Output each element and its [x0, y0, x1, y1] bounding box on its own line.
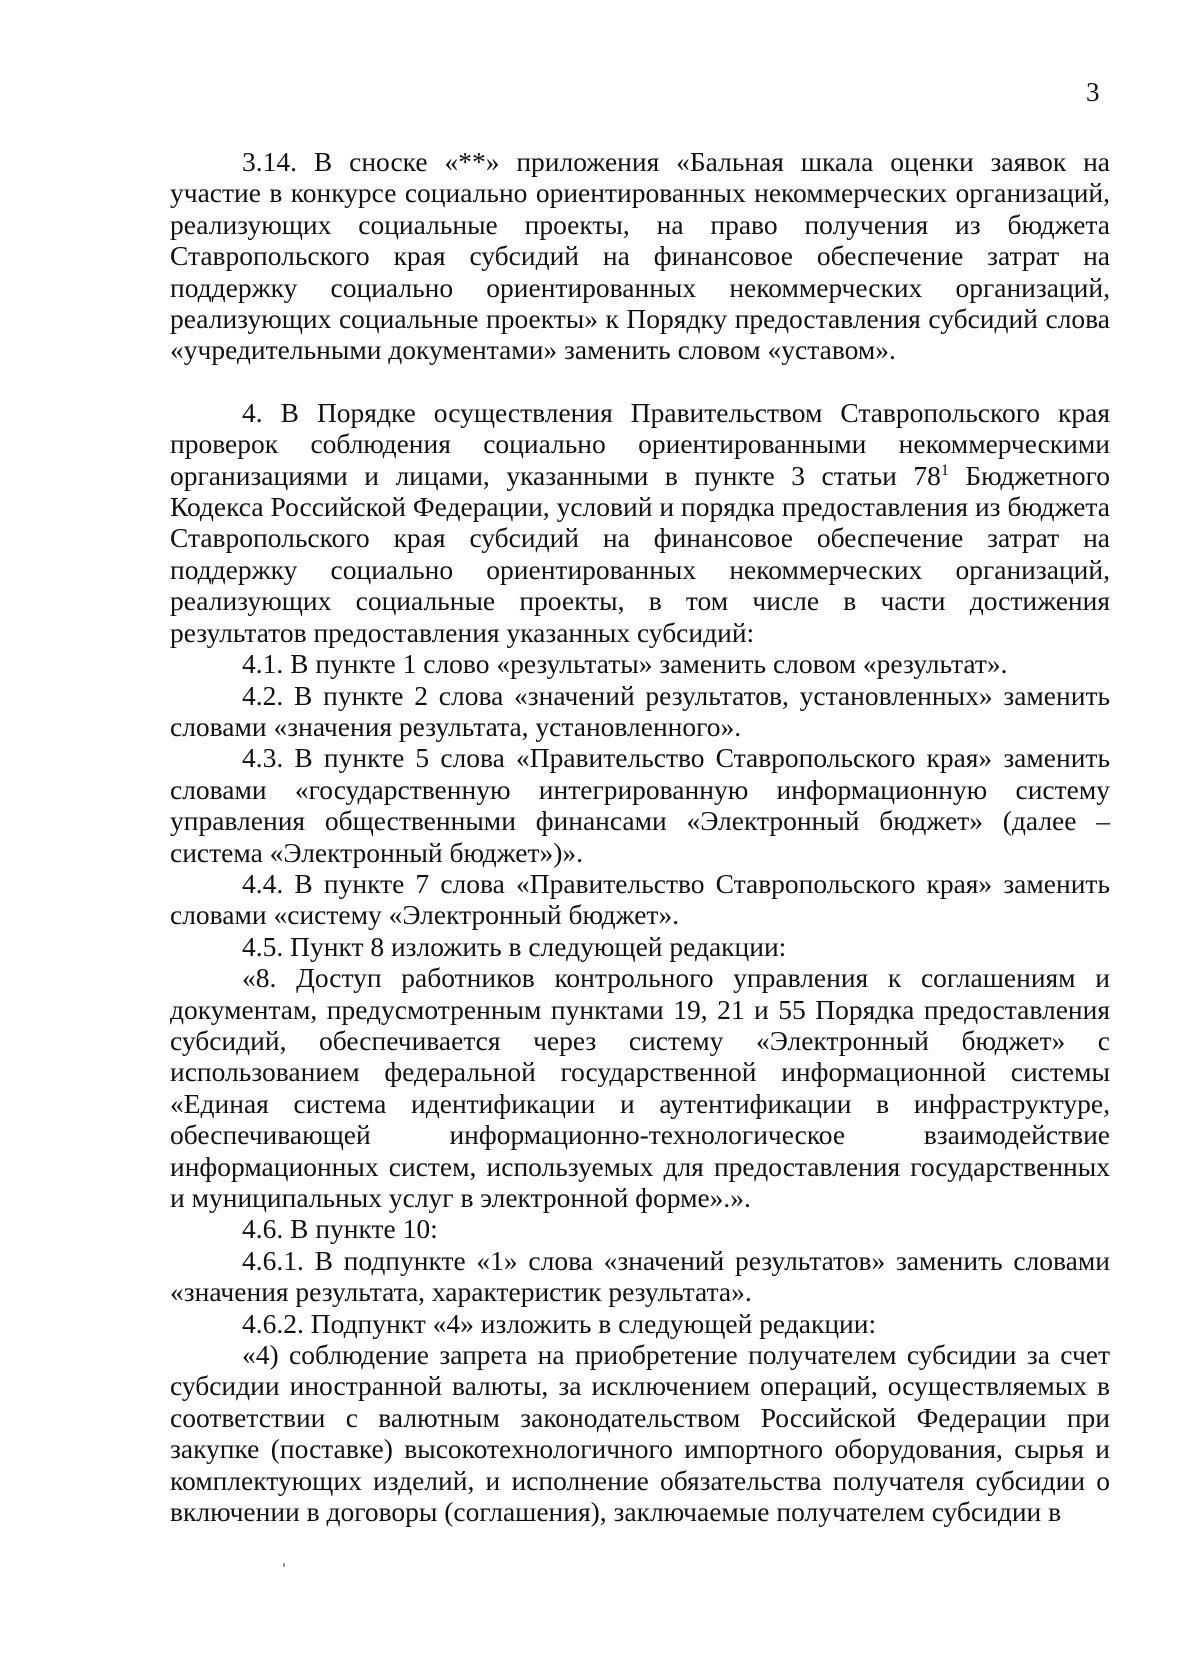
- paragraph-4-1: 4.1. В пункте 1 слово «результаты» заменить словом «результат».: [242, 648, 1008, 680]
- page-number: 3: [1086, 77, 1100, 107]
- paragraph-8-quote: «8. Доступ работников контрольного управления к соглашениям и документам, предусмотренным пунктами 19, 21 и 55 Порядка предоставления субсидий, обеспечивается через систему «Электронный бюджет» с использованием федеральной государственной информационной системы «Единая система идентификации и аутентификации в инфраструктуре, обеспечивающей информационно-технологическое взаимодействие информационных систем, используемых для предоставления государственных и муниципальных услуг в электронной форме».».: [170, 962, 1110, 1213]
- paragraph-3-14: 3.14. В сноске «**» приложения «Бальная шкала оценки заявок на участие в конкурсе социально ориентированных некоммерческих организаций, реализующих социальные проекты, на право получения из бюджета Ставропольского края субсидий на финансовое обеспечение затрат на поддержку социально ориентированных некоммерческих организаций, реализующих социальные проекты» к Порядку предоставления субсидий слова «учредительными документами» заменить словом «уставом».: [170, 146, 1110, 366]
- scan-speck: [283, 1563, 285, 1567]
- paragraph-4-4: 4.4. В пункте 7 слова «Правительство Ставропольского края» заменить словами «систему «Электронный бюджет».: [170, 867, 1110, 931]
- paragraph-4-part-1: 4. В Порядке осуществления Правительством Ставропольского края проверок соблюдения социально ориентированными некоммерческими организациями и лицами, указанными в пункте 3 статьи 78: [170, 396, 1110, 491]
- paragraph-4: [170, 397, 1110, 648]
- paragraph-4-5: 4.5. Пункт 8 изложить в следующей редакции:: [242, 930, 787, 962]
- paragraph-4-6: 4.6. В пункте 10:: [242, 1213, 438, 1245]
- document-body: [170, 146, 1110, 1527]
- paragraph-4-6-1: 4.6.1. В подпункте «1» слова «значений результатов» заменить словами «значения результата, характеристик результата».: [170, 1244, 1110, 1308]
- article-superscript: 1: [940, 461, 949, 479]
- paragraph-4-part-2: Бюджетного Кодекса Российской Федерации, условий и порядка предоставления из бюджета Ставропольского края субсидий на финансовое обеспечение затрат на поддержку социально ориентированных некоммерческих организаций, реализующих социальные проекты, в том числе в части достижения результатов предоставления указанных субсидий:: [170, 459, 1110, 648]
- paragraph-4-6-2: 4.6.2. Подпункт «4» изложить в следующей редакции:: [242, 1307, 877, 1339]
- paragraph-4-3: 4.3. В пункте 5 слова «Правительство Ставропольского края» заменить словами «государственную интегрированную информационную систему управления общественными финансами «Электронный бюджет» (далее – система «Электронный бюджет»)».: [170, 742, 1110, 868]
- paragraph-4-2: 4.2. В пункте 2 слова «значений результатов, установленных» заменить словами «значения результата, установленного».: [170, 679, 1110, 742]
- paragraph-4-quote: «4) соблюдение запрета на приобретение получателем субсидии за счет субсидии иностранной валюты, за исключением операций, осуществляемых в соответствии с валютным законодательством Российской Федерации при закупке (поставке) высокотехнологичного импортного оборудования, сырья и комплектующих изделий, и исполнение обязательства получателя субсидии о включении в договоры (соглашения), заключаемые получателем субсидии в: [170, 1339, 1110, 1528]
